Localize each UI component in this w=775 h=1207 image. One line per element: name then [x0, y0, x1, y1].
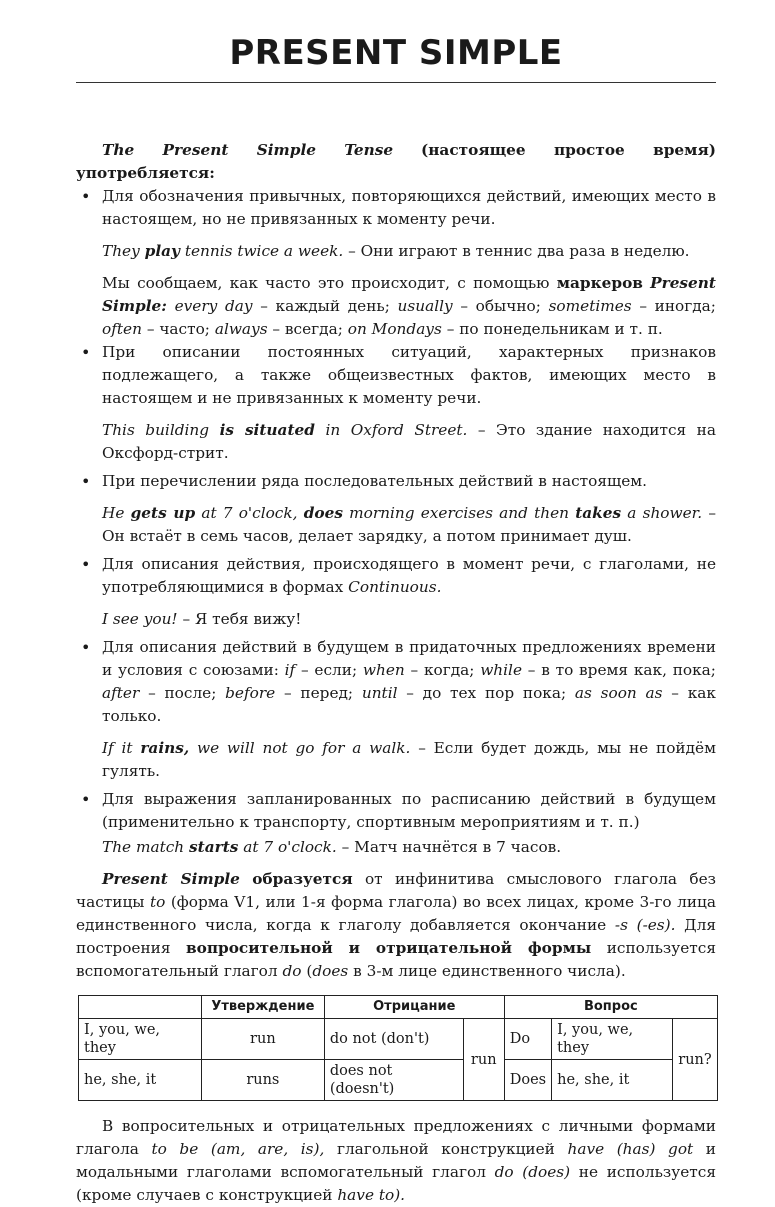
forms-table — [78, 995, 718, 1101]
closing-paragraph: В вопросительных и отрицательных предложениях с личными формами глагола to be (am, are, is), глагольной конструкцией have (has) got и модальными глаголами вспомогательный глагол do (does) не используется (кроме случаев с конструкцией have to). — [76, 1117, 716, 1204]
content — [76, 139, 716, 1207]
bullet-icon: • — [81, 555, 91, 574]
bullet-icon: • — [81, 187, 91, 206]
header-question: Вопрос — [504, 996, 717, 1019]
title-rule — [76, 82, 716, 83]
usage-item-future-clauses: • Для описания действий в будущем в придаточных предложениях времени и условия с союзами: if – если; when – когда; while – в то время как, пока; after – после; before – перед; until – до тех пор пока; as soon as – как только. — [81, 638, 716, 725]
example-sequence: He gets up at 7 o'clock, does morning exercises and then takes a shower. – Он встаёт в семь часов, делает зарядку, а потом принимает душ. — [102, 504, 716, 545]
example-future-clauses: If it rains, we will not go for a walk. – Если будет дождь, мы не пойдём гулять. — [102, 739, 716, 780]
example-habitual: They play tennis twice a week. – Они играют в теннис два раза в неделю. — [102, 242, 690, 260]
bullet-icon: • — [81, 638, 91, 657]
formation-paragraph: Present Simple образуется от инфинитива смыслового глагола без частицы to (форма V1, или 1-я форма глагола) во всех лицах, кроме 3-го лица единственного числа, когда к глаголу добавляется окончание -s (-es). Для построения вопросительной и отрицательной формы используется вспомогательный глагол do (does в 3-м лице единственного числа). — [76, 870, 716, 980]
bullet-icon: • — [81, 472, 91, 491]
usage-item-timetable: • Для выражения запланированных по расписанию действий в будущем (применительно к транспорту, спортивным мероприятиям и т. п.) — [81, 790, 716, 831]
page-title: PRESENT SIMPLE — [229, 33, 563, 73]
header-affirmative: Утверждение — [201, 996, 324, 1019]
page — [76, 0, 716, 1207]
markers-paragraph: Мы сообщаем, как часто это происходит, с помощью маркеров Present Simple: every day – каждый день; usually – обычно; sometimes – иногда; often – часто; always – всегда; on Mondays – по понедельникам и т. п. — [102, 274, 716, 338]
example-stative: I see you! – Я тебя вижу! — [102, 610, 302, 628]
bullet-icon: • — [81, 343, 91, 362]
table-header-row — [79, 996, 718, 1019]
usage-item-permanent: • При описании постоянных ситуаций, характерных признаков подлежащего, а также общеизвестных фактов, имеющих место в настоящем и не привязанных к моменту речи. — [81, 343, 716, 407]
example-timetable: The match starts at 7 o'clock. – Матч начнётся в 7 часов. — [102, 838, 562, 856]
usage-item-habitual: • Для обозначения привычных, повторяющихся действий, имеющих место в настоящем, но не привязанных к моменту речи. — [81, 187, 716, 228]
bullet-icon: • — [81, 790, 91, 809]
header-negative: Отрицание — [324, 996, 504, 1019]
intro-italic: The Present Simple Tense — [102, 141, 394, 159]
table-row: I, you, we, they run do not (don't) run Do I, you, we, they run? — [79, 1019, 718, 1060]
intro-paragraph — [76, 139, 716, 185]
intro-bold: (настоящее простое время) употребляется: — [76, 141, 716, 182]
table-row: he, she, it runs does not (doesn't) Does he, she, it — [79, 1060, 718, 1101]
example-permanent: This building is situated in Oxford Street. – Это здание находится на Оксфорд-стрит. — [102, 421, 716, 462]
usage-item-sequence: • При перечислении ряда последовательных действий в настоящем. — [81, 472, 648, 491]
usage-item-stative: • Для описания действия, происходящего в момент речи, с глаголами, не употребляющимися в формах Continuous. — [81, 555, 716, 596]
